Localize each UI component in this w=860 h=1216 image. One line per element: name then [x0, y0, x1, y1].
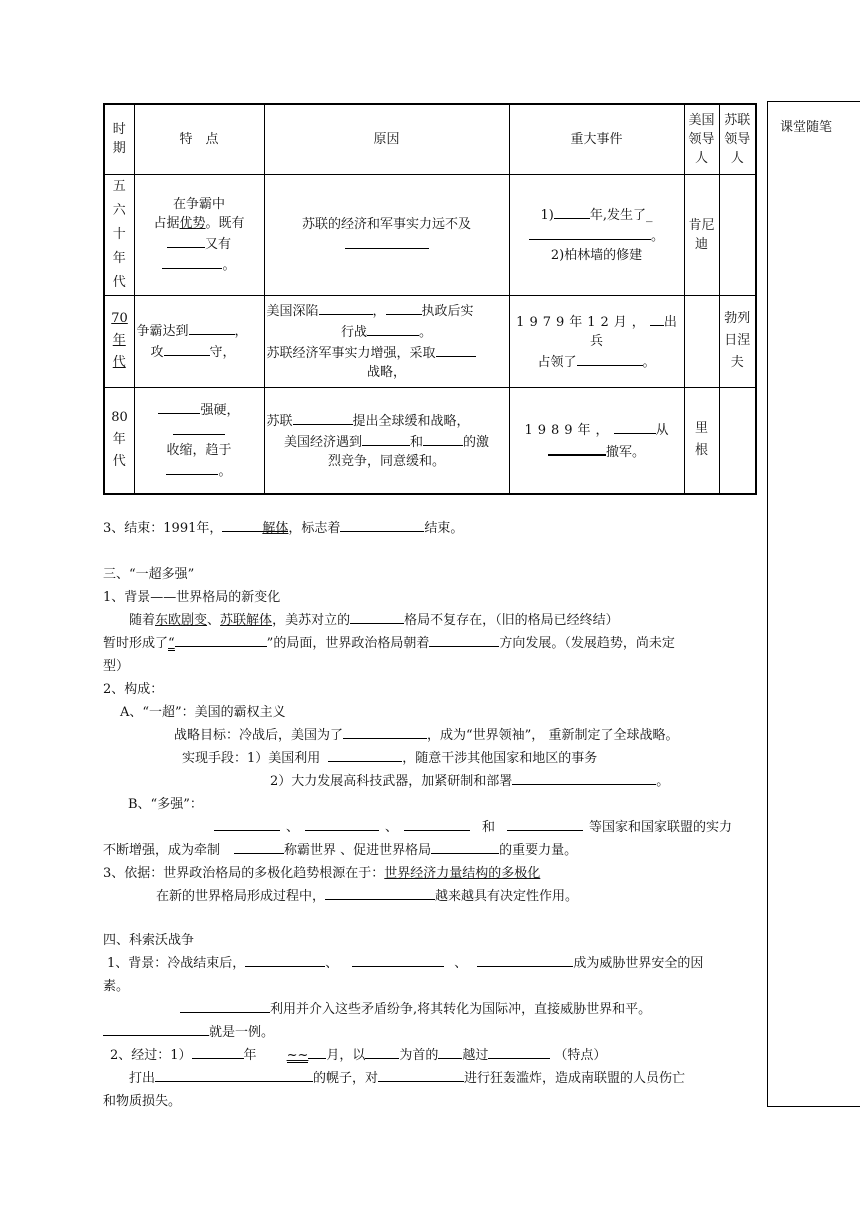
row2-ussr-leader: 勃列日涅夫 — [719, 295, 756, 387]
row1-feature-line3: 又有 — [137, 233, 262, 254]
section3-item3-cont: 在新的世界格局形成过程中， 越来越具有决定性作用。 — [156, 885, 578, 904]
row2-events: 1979年12月， 出兵 占领了 。 — [509, 295, 684, 387]
section3-A-means1: 实现手段：1）美国利用 ，随意干涉其他国家和地区的事务 — [182, 747, 597, 766]
section4-title: 四、科索沃战争 — [103, 933, 195, 948]
row1-events: 1) 年,发生了_ 。 2)柏林墙的修建 — [509, 174, 684, 295]
row3-reason: 苏联 提出全球缓和战略， 美国经济遇到 和 的激 烈竞争，同意缓和。 — [264, 387, 509, 494]
row3-period: 80年代 — [104, 387, 134, 494]
section3-B-line1: 、 、 和 等国家和国家联盟的实力 — [214, 816, 732, 835]
table-row — [104, 295, 756, 387]
header-reason: 原因 — [264, 104, 509, 174]
row2-us-leader — [684, 295, 719, 387]
section3-A-goal: 战略目标：冷战后，美国为了 ，成为“世界领袖”， 重新制定了全球战略。 — [174, 724, 678, 743]
header-period: 时期 — [104, 104, 134, 174]
row2-reason: 美国深陷 ， 执政后实 行战 。 苏联经济军事实力增强，采取 战略， — [264, 295, 509, 387]
header-feature: 特 点 — [134, 104, 264, 174]
section3-B-line2: 不断增强，成为牵制 称霸世界 、促进世界格局 的重要力量。 — [103, 839, 577, 858]
row1-period: 五六十年代 — [104, 174, 134, 295]
row1-us-leader: 肯尼迪 — [684, 174, 719, 295]
row3-feature: 强硬， 收缩，趋于 。 — [134, 387, 264, 494]
section4-process-line3: 和物质损失。 — [103, 1094, 182, 1109]
row2-period: 70 年代 — [104, 295, 134, 387]
section3-bg-line1: 随着东欧剧变、苏联解体，美苏对立的 格局不复存在，（旧的格局已经终结） — [129, 609, 619, 628]
section4-process-line1: 2、经过：1） 年 ~~ 月，以 为首的 越过 （特点） — [110, 1044, 606, 1063]
section3-A: A、“一超”：美国的霸权主义 — [120, 705, 286, 720]
row1-feature-line1: 在争霸中 — [172, 196, 225, 212]
section3-A-means2: 2）大力发展高科技武器，加紧研制和部署 。 — [270, 770, 669, 789]
section3-B: B、“多强”： — [128, 797, 203, 812]
table-header-row — [104, 104, 756, 174]
row3-events: 1989年， 从 撤军。 — [509, 387, 684, 494]
section3-bg-line3: 型） — [103, 659, 130, 674]
header-us-leader: 美国领导人 — [684, 104, 719, 174]
section3-title: 三、“一超多强” — [103, 567, 195, 582]
notes-title: 课堂随笔 — [780, 120, 833, 135]
row1-feature — [134, 174, 264, 295]
section3-item2: 2、构成： — [103, 682, 164, 697]
cold-war-table — [103, 103, 757, 495]
table-row — [104, 387, 756, 494]
row1-ussr-leader — [719, 174, 756, 295]
row3-us-leader: 里根 — [684, 387, 719, 494]
section4-bg-line1: 1、背景：冷战结束后， 、 、 成为威胁世界安全的因 — [107, 952, 703, 971]
section3-item1: 1、背景——世界格局的新变化 — [103, 590, 281, 605]
row3-ussr-leader — [719, 387, 756, 494]
section4-bg-line4: 就是一例。 — [103, 1021, 274, 1040]
section4-process-line2: 打出 的幌子，对 进行狂轰滥炸，造成南联盟的人员伤亡 — [129, 1067, 685, 1086]
table-row — [104, 174, 756, 295]
header-ussr-leader: 苏联领导人 — [719, 104, 756, 174]
section3-bg-line2: 暂时形成了“ ”的局面，世界政治格局朝着 方向发展。（发展趋势，尚未定 — [103, 632, 675, 651]
row2-feature: 争霸达到 ， 攻 守， — [134, 295, 264, 387]
section3-item3: 3、依据：世界政治格局的多极化趋势根源在于：世界经济力量结构的多极化 — [103, 866, 541, 881]
row1-feature-line2: 占据优势。既有 — [153, 215, 245, 231]
end-line: 3、结束：1991年， 解体，标志着 结束。 — [103, 517, 463, 536]
notes-column — [767, 101, 860, 1107]
header-events: 重大事件 — [509, 104, 684, 174]
section4-bg-line3: 利用并介入这些矛盾纷争,将其转化为国际冲，直接威胁世界和平。 — [180, 998, 651, 1017]
row1-feature-line4: 。 — [137, 254, 262, 275]
section4-bg-line2: 素。 — [103, 979, 130, 994]
row1-reason: 苏联的经济和军事实力远不及 — [264, 174, 509, 295]
